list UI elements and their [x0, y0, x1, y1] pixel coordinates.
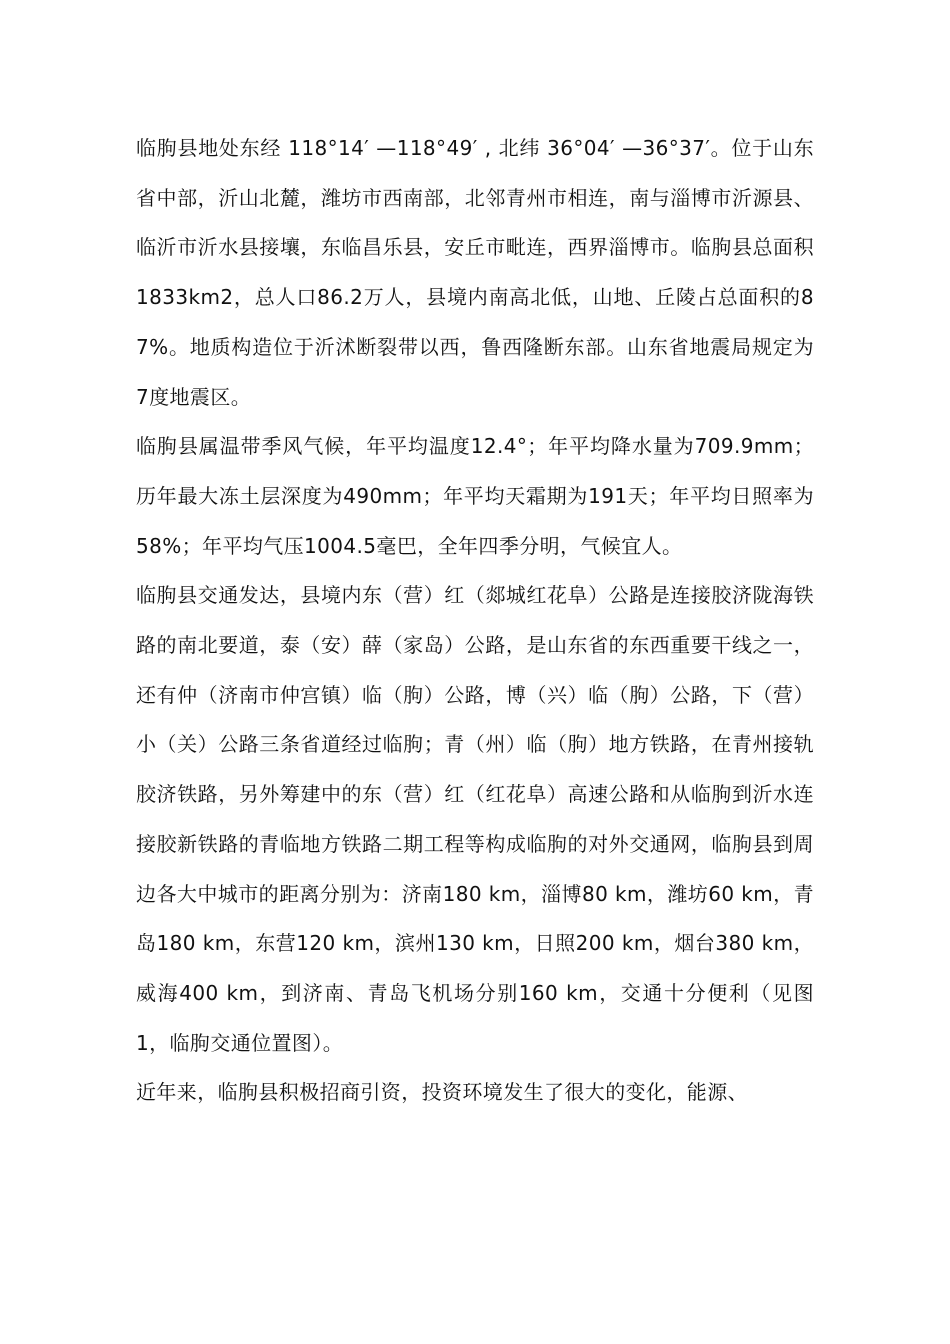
paragraph-climate: 临朐县属温带季风气候，年平均温度12.4°；年平均降水量为709.9mm；历年最大冻土层深度为490mm；年平均天霜期为191天；年平均日照率为58%；年平均气压1004.5毫巴，全年四季分明，气候宜人。: [136, 434, 814, 558]
document-page: [136, 124, 814, 1118]
paragraph-investment: 近年来，临朐县积极招商引资，投资环境发生了很大的变化，能源、: [136, 1080, 748, 1105]
paragraph-location: 临朐县地处东经 118°14′ —118°49′ , 北纬 36°04′ —36°37′。位于山东省中部，沂山北麓，潍坊市西南部，北邻青州市相连，南与淄博市沂源县、临沂市沂水县接壤，东临昌乐县，安丘市毗连，西界淄博市。临朐县总面积1833km2，总人口86.2万人，县境内南高北低，山地、丘陵占总面积的87%。地质构造位于沂沭断裂带以西，鲁西隆断东部。山东省地震局规定为7度地震区。: [136, 136, 814, 409]
paragraph-transport: 临朐县交通发达，县境内东（营）红（郯城红花阜）公路是连接胶济陇海铁路的南北要道，泰（安）薛（家岛）公路，是山东省的东西重要干线之一，还有仲（济南市仲宫镇）临（朐）公路，博（兴）临（朐）公路，下（营）小（关）公路三条省道经过临朐；青（州）临（朐）地方铁路，在青州接轨胶济铁路，另外筹建中的东（营）红（红花阜）高速公路和从临朐到沂水连接胶新铁路的青临地方铁路二期工程等构成临朐的对外交通网，临朐县到周边各大中城市的距离分别为：济南180 km，淄博80 km，潍坊60 km，青岛180 km，东营120 km，滨州130 km，日照200 km，烟台380 km，威海400 km，到济南、青岛飞机场分别160 km，交通十分便利（见图1，临朐交通位置图）。: [136, 583, 814, 1055]
